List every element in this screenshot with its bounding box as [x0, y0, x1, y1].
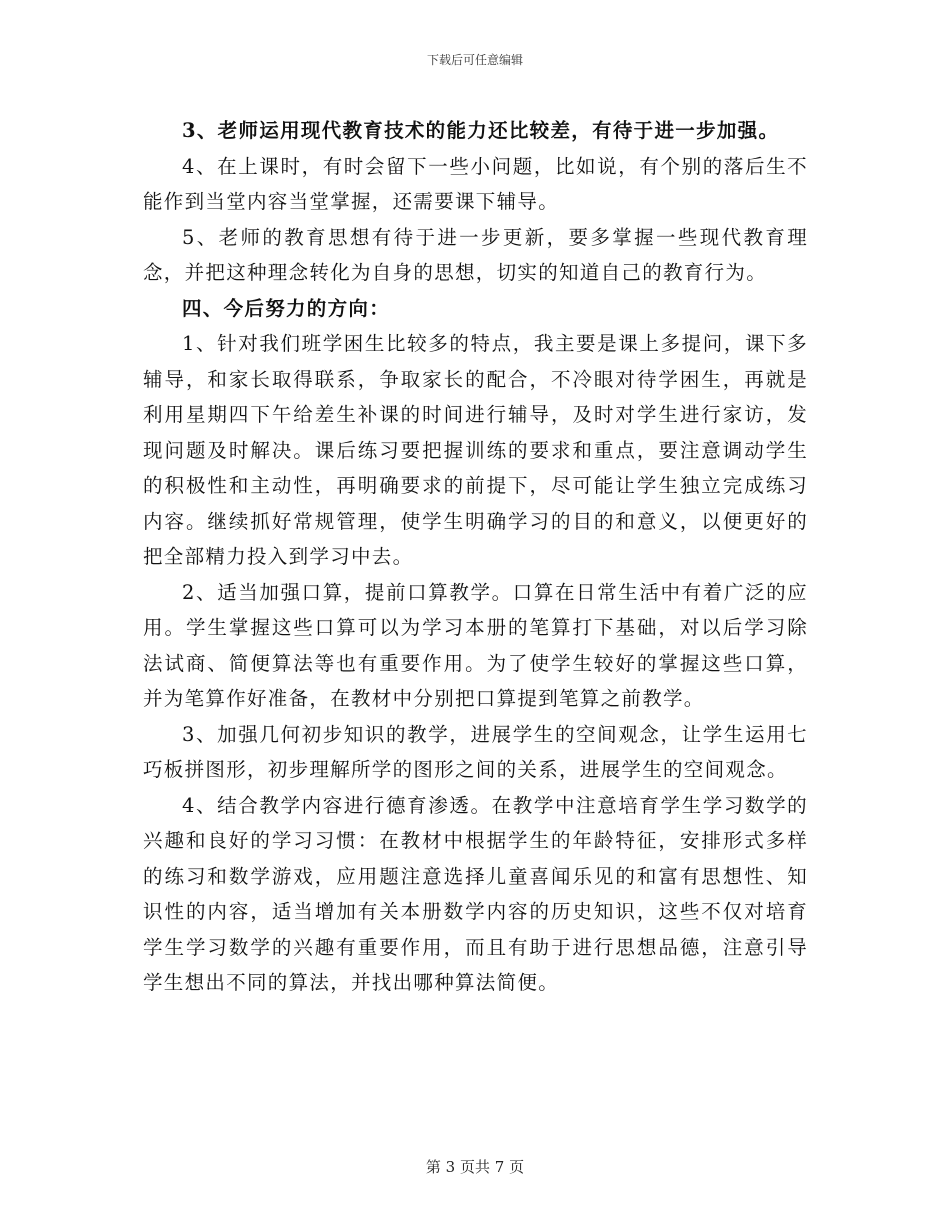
section-heading-future-direction: 四、今后努力的方向： [182, 296, 391, 320]
paragraph-item-4-weakness: 4、在上课时，有时会留下一些小问题，比如说，有个别的落后生不能作到当堂内容当堂掌握，还需要课下辅导。 [143, 154, 808, 213]
paragraph-direction-2: 2、适当加强口算，提前口算教学。口算在日常生活中有着广泛的应用。学生掌握这些口算可以为学习本册的笔算打下基础，对以后学习除法试商、简便算法等也有重要作用。为了使学生较好的掌握这些口算，并为笔算作好准备，在教材中分别把口算提到笔算之前教学。 [143, 580, 808, 710]
paragraph-direction-1: 1、针对我们班学困生比较多的特点，我主要是课上多提问，课下多辅导，和家长取得联系，争取家长的配合，不冷眼对待学困生，再就是利用星期四下午给差生补课的时间进行辅导，及时对学生进行家访，发现问题及时解决。课后练习要把握训练的要求和重点，要注意调动学生的积极性和主动性，再明确要求的前提下，尽可能让学生独立完成练习内容。继续抓好常规管理，使学生明确学习的目的和意义，以便更好的把全部精力投入到学习中去。 [143, 332, 808, 568]
paragraph-item-3-weakness: 3、老师运用现代教育技术的能力还比较差，有待于进一步加强。 [182, 119, 780, 142]
document-body [143, 113, 808, 1001]
page-header: 下载后可任意编辑 [426, 53, 523, 67]
paragraph-direction-3: 3、加强几何初步知识的教学，进展学生的空间观念，让学生运用七巧板拼图形，初步理解所学的图形之间的关系，进展学生的空间观念。 [143, 722, 808, 781]
page-number-footer: 第 3 页共 7 页 [425, 1158, 525, 1176]
paragraph-direction-4: 4、结合教学内容进行德育渗透。在教学中注意培育学生学习数学的兴趣和良好的学习习惯：在教材中根据学生的年龄特征，安排形式多样的练习和数学游戏，应用题注意选择儿童喜闻乐见的和富有思想性、知识性的内容，适当增加有关本册数学内容的历史知识，这些不仅对培育学生学习数学的兴趣有重要作用，而且有助于进行思想品德，注意引导学生想出不同的算法，并找出哪种算法简便。 [143, 793, 808, 994]
paragraph-item-5-weakness: 5、老师的教育思想有待于进一步更新，要多掌握一些现代教育理念，并把这种理念转化为自身的思想，切实的知道自己的教育行为。 [143, 225, 808, 284]
